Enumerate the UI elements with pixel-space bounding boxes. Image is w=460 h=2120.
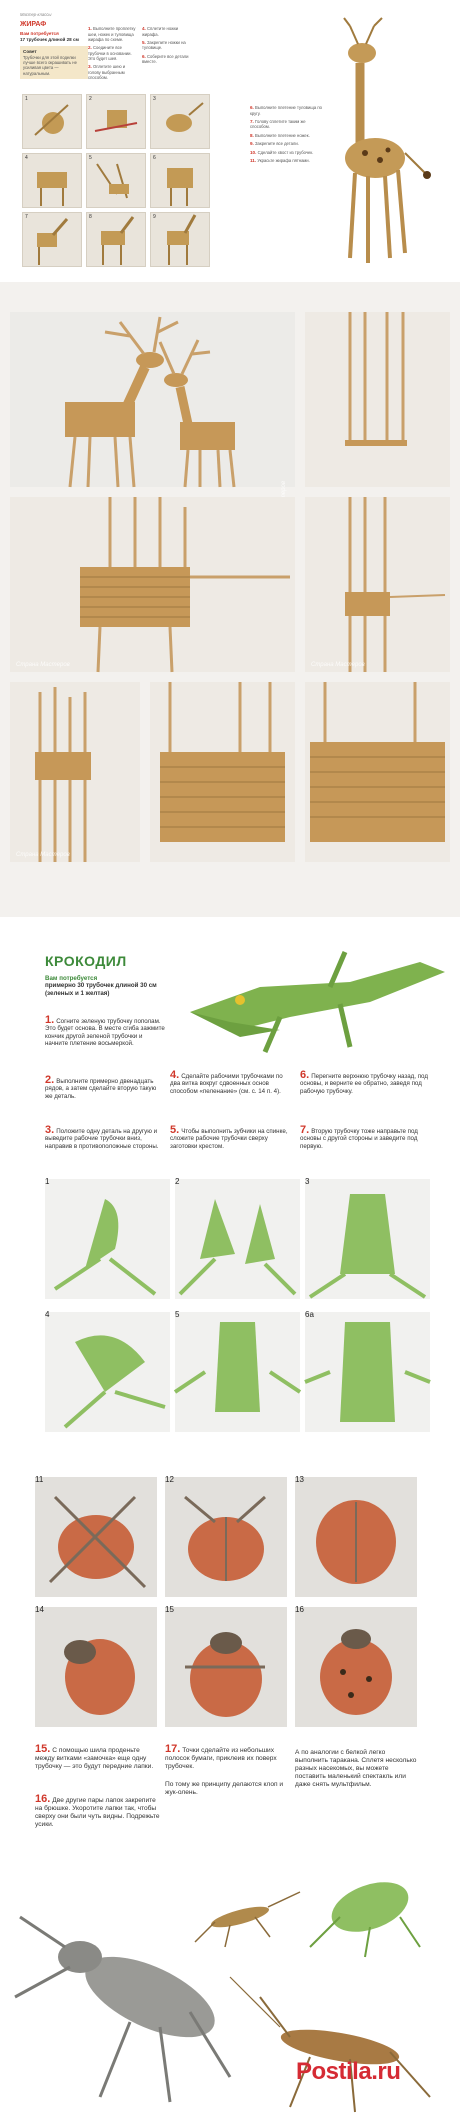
- giraffe-side-steps: [250, 105, 325, 167]
- beetle-step-image-13: 13: [295, 1477, 417, 1597]
- crocodile-need: Вам потребуется примерно 30 трубочек длиной 30 см (зеленых и 1 желтая): [45, 975, 157, 997]
- croc-step-3: 3. Положите одну деталь на другую и выведите рабочие трубочки вниз, направив в противоположные стороны.: [45, 1124, 159, 1150]
- croc-step-4: 4. Сделайте рабочими трубочками по два витка вокруг сдвоенных основ способом «пеленание» (см. с. 14 п. 4).: [170, 1069, 283, 1095]
- giraffe-thumb-2: 2: [86, 94, 146, 149]
- croc-step-7: 7. Вторую трубочку тоже направьте под основы с другой стороны и заведите под первую.: [300, 1124, 418, 1150]
- croc-step-1: 1. Согните зеленую трубочку пополам. Это будет основа. В месте сгиба зажмите кончик другой зеленой трубочки и начните плетение восьмеркой.: [45, 1014, 165, 1048]
- giraffe-thumb-7: 7: [22, 212, 82, 267]
- beetle-note-1: По тому же принципу делаются клоп и жук-олень.: [165, 1781, 284, 1796]
- tip-box: [20, 46, 88, 78]
- beetle-step-image-15: 15: [165, 1607, 287, 1727]
- croc-step-image-2: 2: [175, 1179, 300, 1299]
- giraffe-thumb-4: 4: [22, 153, 82, 208]
- weaving-photo-3: [305, 497, 450, 672]
- side-step: 7. Голову сплетите таким же способом.: [250, 118, 306, 130]
- giraffe-thumb-3: 3: [150, 94, 210, 149]
- crocodile-title: КРОКОДИЛ: [45, 953, 127, 969]
- beetle-step-image-14: 14: [35, 1607, 157, 1727]
- step-4: 4. Сплетите ножки жирафа.: [142, 26, 179, 37]
- beetle-step-image-11: 11: [35, 1477, 157, 1597]
- postila-logo: Postila.ru: [296, 2058, 401, 2085]
- beetle-step-16: 16. Две другие пары лапок закрепите на брюшке. Укоротите лапки так, чтобы сверху они были чуть видны. Подрежьте усики.: [35, 1793, 160, 1828]
- step-2: 2. Соедините все трубочки в основании. Это будет шея.: [88, 45, 132, 61]
- step-5: 5. Закрепите ножки на туловище.: [142, 39, 186, 51]
- need-text: 17 трубочек длиной 28 см: [20, 36, 79, 42]
- croc-step-6: 6. Перегните верхнюю трубочку назад, под основы, и верните ее обратно, заведя под рабочую трубочку.: [300, 1069, 428, 1095]
- croc-step-5: 5. Чтобы выполнить зубчики на спинке, сложите рабочие трубочки сверху заготовки крестом.: [170, 1124, 288, 1150]
- giraffe-thumb-9: 9: [150, 212, 210, 267]
- steps-col-2: [142, 26, 196, 64]
- side-step: 6. Выполните плетение туловища по кругу.: [250, 105, 322, 116]
- insects-page: [0, 1467, 460, 2120]
- weaving-photo-2: [10, 497, 295, 672]
- beetle-step-image-16: 16: [295, 1607, 417, 1727]
- deer-photo-section: [0, 282, 460, 917]
- side-step: 10. Сделайте хвост из трубочек.: [250, 149, 314, 155]
- giraffe-thumb-6: 6: [150, 153, 210, 208]
- croc-step-image-4: 4: [45, 1312, 170, 1432]
- tip-label: Совет: [23, 49, 37, 55]
- croc-step-image-6a: 6а: [305, 1312, 430, 1432]
- watermark: Страна Мастеров: [16, 852, 70, 858]
- side-step: 11. Украсьте жирафа пятнами.: [250, 158, 310, 164]
- weaving-photo-4: [10, 682, 140, 862]
- giraffe-thumb-8: 8: [86, 212, 146, 267]
- series-label: Мастер-классы: [20, 12, 52, 17]
- weaving-photo-5: [150, 682, 295, 862]
- deer-photo: [10, 312, 295, 487]
- weaving-photo-6: [305, 682, 450, 862]
- watermark: Страна Мастеров: [16, 662, 70, 668]
- side-step: 9. Закрепите все детали.: [250, 141, 299, 147]
- crocodile-illustration: [170, 942, 450, 1057]
- step-6: 6. Соберите все детали вместе.: [142, 53, 189, 65]
- croc-step-image-1: 1: [45, 1179, 170, 1299]
- crocodile-page: [0, 917, 460, 1467]
- beetle-step-image-12: 12: [165, 1477, 287, 1597]
- watermark: Страна Мастеров: [311, 662, 365, 668]
- beetle-step-17: 17. Точки сделайте из небольших полосок бумаги, приклеив их поверх трубочек.: [165, 1743, 277, 1770]
- step-1: 1. Выполните проплетку шеи, ножек и туловища жирафа по схеме.: [88, 26, 136, 42]
- croc-step-2: 2. Выполните примерно двенадцать рядов, а затем сделайте вторую такую же деталь.: [45, 1074, 157, 1100]
- tip-text: Трубочки для этой поделки лучше всего окрашивать не усиливая цвета — натуральным.: [23, 54, 77, 76]
- giraffe-page: [0, 0, 460, 282]
- step-3: 3. Оплетите шею и голову выбранным способом.: [88, 64, 126, 80]
- beetle-note-2: А по аналогии с белкой легко выполнить таракана. Сплетя несколько разных насекомых, вы можете поставить маленький спектакль или даже снять мультфильм.: [295, 1749, 417, 1788]
- steps-col-1: [88, 26, 136, 80]
- side-step: 8. Выполните плетение ножек.: [250, 132, 310, 138]
- giraffe-thumb-5: 5: [86, 153, 146, 208]
- giraffe-thumb-1: 1: [22, 94, 82, 149]
- giraffe-title: ЖИРАФ: [20, 21, 47, 29]
- weaving-photo-1: [305, 312, 450, 487]
- croc-step-image-3: 3: [305, 1179, 430, 1299]
- need-label: Вам потребуется: [20, 31, 59, 37]
- beetle-step-15: 15. С помощью шила проденьте между витками «замочка» еще одну трубочку — это будут передние лапки.: [35, 1743, 154, 1770]
- croc-step-image-5: 5: [175, 1312, 300, 1432]
